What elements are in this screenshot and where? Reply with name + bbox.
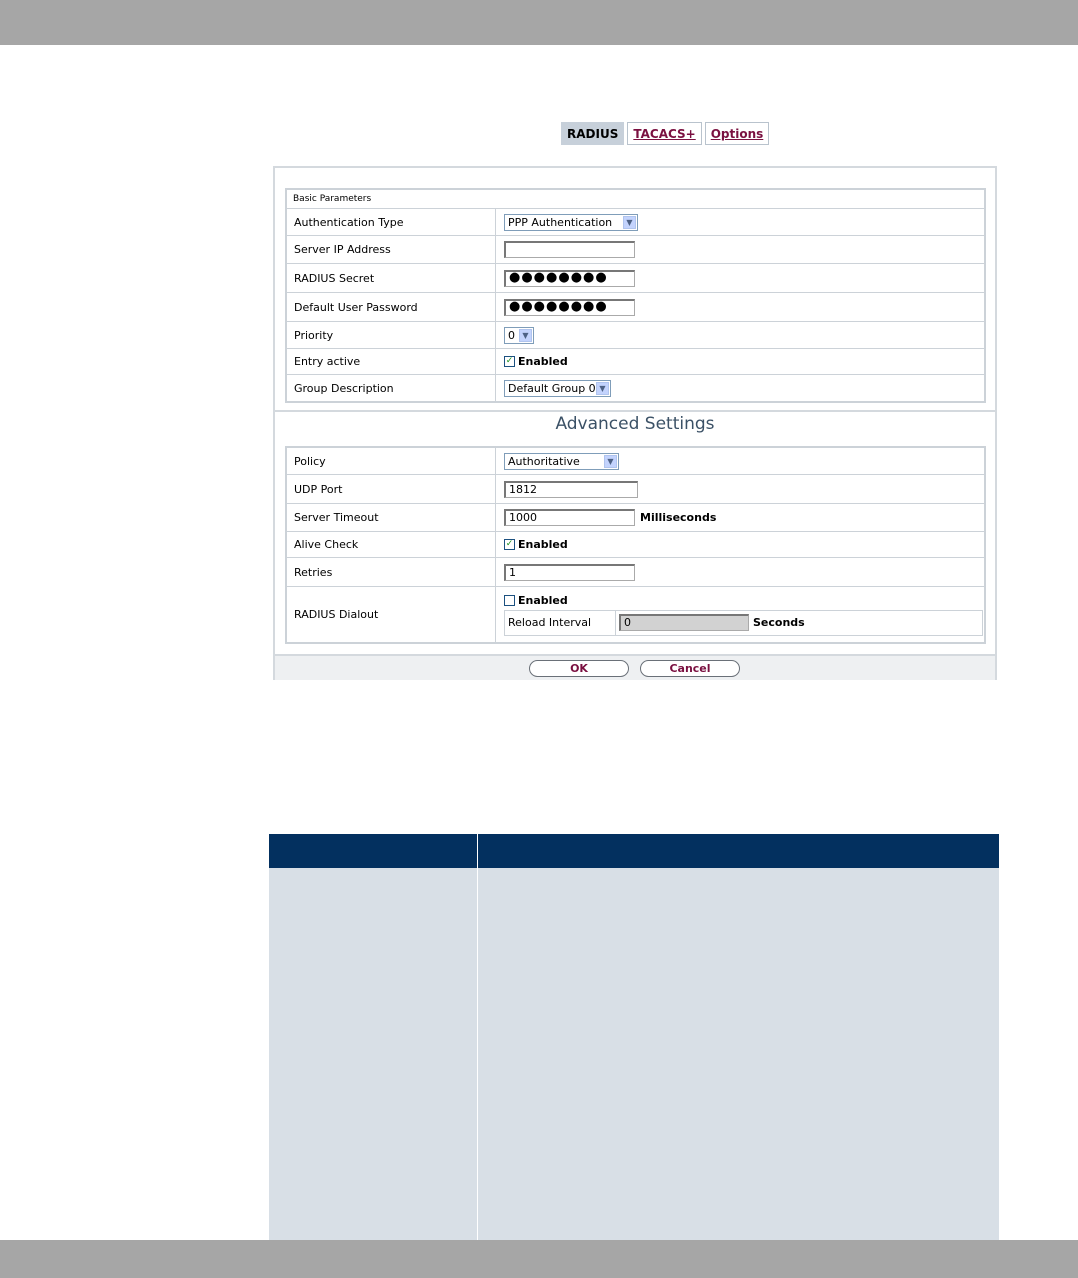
retries-label: Retries <box>287 558 496 586</box>
row-server-timeout <box>287 504 984 532</box>
authentication-type-value: PPP Authentication <box>508 215 613 229</box>
policy-label: Policy <box>287 448 496 474</box>
description-table-header <box>269 834 999 868</box>
advanced-settings-title: Advanced Settings <box>555 414 715 434</box>
cancel-button[interactable]: Cancel <box>640 660 740 677</box>
row-priority <box>287 322 984 349</box>
reload-interval-box <box>504 610 983 636</box>
reload-interval-unit: Seconds <box>753 616 805 629</box>
authentication-type-label: Authentication Type <box>287 209 496 235</box>
form-footer <box>275 654 995 680</box>
server-timeout-input[interactable]: 1000 <box>504 509 635 526</box>
policy-select[interactable] <box>504 453 619 470</box>
tab-bar <box>561 122 769 147</box>
top-bar <box>0 0 1078 45</box>
chevron-down-icon: ▼ <box>623 216 636 229</box>
advanced-settings-group <box>285 446 986 644</box>
alive-check-checkbox[interactable]: ✓ <box>505 539 514 549</box>
policy-value: Authoritative <box>508 454 580 468</box>
row-alive-check <box>287 532 984 558</box>
entry-active-label: Entry active <box>287 349 496 374</box>
row-entry-active <box>287 349 984 375</box>
reload-interval-label: Reload Interval <box>505 611 616 635</box>
radius-secret-label: RADIUS Secret <box>287 264 496 292</box>
udp-port-label: UDP Port <box>287 475 496 503</box>
server-ip-label: Server IP Address <box>287 236 496 263</box>
bottom-bar <box>0 1240 1078 1278</box>
radius-dialout-checkbox-label: Enabled <box>518 593 568 607</box>
description-table <box>269 834 999 1240</box>
basic-parameters-header: Basic Parameters <box>287 190 984 209</box>
row-policy <box>287 448 984 475</box>
row-radius-secret <box>287 264 984 293</box>
row-udp-port <box>287 475 984 504</box>
group-description-label: Group Description <box>287 375 496 402</box>
authentication-type-select[interactable] <box>504 214 638 231</box>
priority-label: Priority <box>287 322 496 348</box>
reload-interval-input[interactable]: 0 <box>619 614 749 631</box>
ok-button[interactable]: OK <box>529 660 629 677</box>
default-user-password-label: Default User Password <box>287 293 496 321</box>
row-retries <box>287 558 984 587</box>
body-cell-field <box>269 868 478 1240</box>
server-timeout-label: Server Timeout <box>287 504 496 531</box>
header-cell-field <box>269 834 478 868</box>
chevron-down-icon: ▼ <box>596 382 609 395</box>
radius-secret-input[interactable]: ●●●●●●●● <box>504 270 635 287</box>
radius-dialout-label: RADIUS Dialout <box>287 587 496 642</box>
entry-active-checkbox-label: Enabled <box>518 355 568 368</box>
udp-port-input[interactable]: 1812 <box>504 481 638 498</box>
chevron-down-icon: ▼ <box>519 329 532 342</box>
tab-tacacs[interactable]: TACACS+ <box>627 122 701 145</box>
radius-dialout-checkbox[interactable] <box>504 595 515 606</box>
row-radius-dialout <box>287 587 984 642</box>
server-timeout-unit: Milliseconds <box>640 511 717 524</box>
priority-select[interactable] <box>504 327 534 344</box>
tab-radius[interactable]: RADIUS <box>561 122 624 145</box>
default-user-password-input[interactable]: ●●●●●●●● <box>504 299 635 316</box>
server-ip-input[interactable] <box>504 241 635 258</box>
alive-check-checkbox-label: Enabled <box>518 538 568 551</box>
row-server-ip <box>287 236 984 264</box>
group-description-value: Default Group 0 <box>508 382 596 395</box>
basic-parameters-group <box>285 188 986 403</box>
section-divider <box>275 410 995 412</box>
entry-active-checkbox[interactable]: ✓ <box>505 356 514 366</box>
radius-form-panel <box>273 166 997 680</box>
row-default-user-password <box>287 293 984 322</box>
row-group-description <box>287 375 984 402</box>
row-authentication-type <box>287 209 984 236</box>
alive-check-label: Alive Check <box>287 532 496 557</box>
chevron-down-icon: ▼ <box>604 455 617 468</box>
tab-options[interactable]: Options <box>705 122 770 145</box>
group-description-select[interactable] <box>504 380 611 397</box>
priority-value: 0 <box>508 328 515 342</box>
description-table-row <box>269 868 999 1240</box>
retries-input[interactable]: 1 <box>504 564 635 581</box>
